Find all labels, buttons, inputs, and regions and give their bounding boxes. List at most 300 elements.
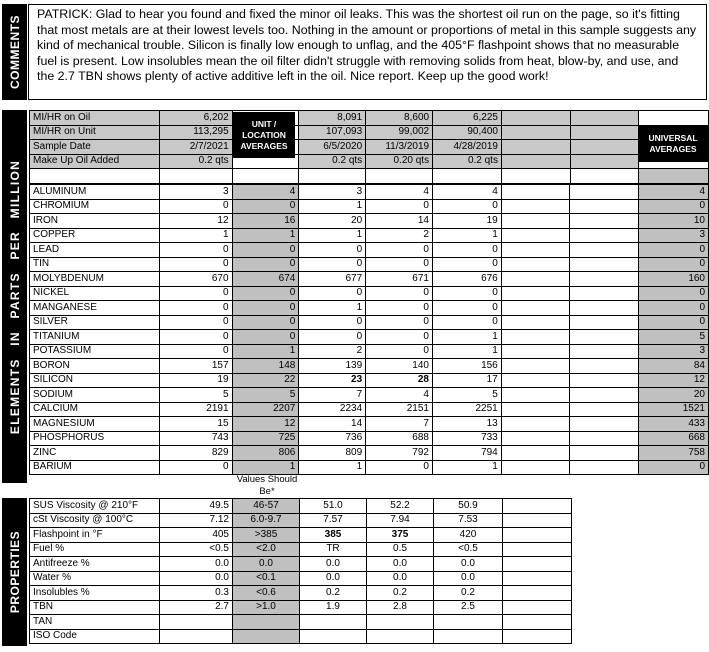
sample-5-value (503, 528, 572, 543)
property-name: Antifreeze % (30, 557, 160, 572)
sample-1-value: 0 (159, 286, 232, 301)
element-row (30, 417, 709, 432)
sample-1-value: 0.2 qts (159, 154, 232, 169)
property-name: cSt Viscosity @ 100°C (30, 513, 160, 528)
universal-avg-value: 0 (639, 257, 709, 272)
property-name: Fuel % (30, 542, 160, 557)
properties-tab (2, 498, 27, 646)
sample-5-value (503, 571, 572, 586)
sample-3-value: 2.8 (367, 600, 434, 615)
sample-6-value (570, 154, 639, 169)
property-name: Water % (30, 571, 160, 586)
sample-5-value (503, 586, 572, 601)
sample-6-value (570, 301, 639, 316)
sample-5-value (501, 359, 570, 374)
sample-6-value (570, 388, 639, 403)
sample-5-value (501, 446, 570, 461)
unit-avg-value: 5 (232, 388, 299, 403)
sample-3-value: 0.0 (367, 557, 434, 572)
universal-avg-cell (639, 111, 709, 126)
universal-avg-value: 4 (639, 185, 709, 200)
sample-1-value: 113,295 (159, 125, 232, 140)
should-be-value: <0.1 (233, 571, 300, 586)
element-name: NICKEL (30, 286, 160, 301)
sample-6-value (570, 243, 639, 258)
sample-3-value: 0 (366, 243, 433, 258)
unit-avg-value: 16 (232, 214, 299, 229)
sample-3-value: 0 (366, 315, 433, 330)
spacer-cell (639, 169, 709, 184)
sample-2-value: 0.0 (300, 557, 367, 572)
sample-3-value: 0.0 (367, 571, 434, 586)
sample-1-value: 1 (159, 228, 232, 243)
sample-3-value: 2151 (366, 402, 433, 417)
sample-5-value (501, 330, 570, 345)
sample-4-value: 4 (432, 185, 501, 200)
sample-3-value: 2 (366, 228, 433, 243)
element-row (30, 431, 709, 446)
sample-4-value: 1 (432, 344, 501, 359)
sample-4-value: 90,400 (433, 125, 502, 140)
sample-2-value: 7.57 (300, 513, 367, 528)
sample-2-value: 1.9 (300, 600, 367, 615)
sample-3-value: 28 (366, 373, 433, 388)
sample-2-value: 23 (299, 373, 366, 388)
sample-2-value: 0 (299, 286, 366, 301)
properties-table (29, 498, 572, 644)
element-row (30, 402, 709, 417)
sample-2-value: 385 (300, 528, 367, 543)
sample-3-value: 688 (366, 431, 433, 446)
sample-6-value (570, 431, 639, 446)
sample-5-value (501, 154, 570, 169)
sample-3-value: 140 (366, 359, 433, 374)
universal-avg-value: 758 (639, 446, 709, 461)
element-name: CHROMIUM (30, 199, 160, 214)
sample-1-value: 0 (159, 330, 232, 345)
element-name: SILVER (30, 315, 160, 330)
sample-4-value: 13 (432, 417, 501, 432)
unit-avg-value: 0 (232, 315, 299, 330)
sample-1-value: 15 (159, 417, 232, 432)
elements-tab-label: ELEMENTS IN PARTS PER MILLION (7, 159, 22, 434)
sample-header-table (29, 110, 709, 184)
element-name: MAGNESIUM (30, 417, 160, 432)
sample-4-value: 0 (432, 257, 501, 272)
sample-4-value: 19 (432, 214, 501, 229)
unit-avg-value: 148 (232, 359, 299, 374)
sample-5-value (503, 629, 572, 644)
sample-1-value: 19 (159, 373, 232, 388)
should-be-value: >385 (233, 528, 300, 543)
universal-avg-value: 12 (639, 373, 709, 388)
sample-3-value: 0.2 (367, 586, 434, 601)
sample-3-value: 0 (366, 344, 433, 359)
spacer-cell (366, 169, 433, 184)
element-row (30, 185, 709, 200)
spacer-cell (30, 169, 160, 184)
sample-4-value: 733 (432, 431, 501, 446)
element-row (30, 359, 709, 374)
element-name: TITANIUM (30, 330, 160, 345)
sample-3-value: 0 (366, 286, 433, 301)
sample-4-value: 420 (434, 528, 503, 543)
sample-4-value: 5 (432, 388, 501, 403)
sample-5-value (501, 111, 570, 126)
sample-6-value (570, 359, 639, 374)
element-row (30, 257, 709, 272)
sample-1-value: 2/7/2021 (159, 140, 232, 155)
sample-4-value: 0.0 (434, 571, 503, 586)
sample-1-value: 0.3 (160, 586, 233, 601)
sample-2-value: 0 (299, 243, 366, 258)
element-name: BARIUM (30, 460, 160, 475)
header-row (30, 154, 709, 169)
property-row (30, 528, 572, 543)
sample-4-value: 0 (432, 315, 501, 330)
sample-3-value: 0 (366, 257, 433, 272)
sample-1-value: 0 (159, 301, 232, 316)
sample-6-value (570, 446, 639, 461)
sample-4-value: 7.53 (434, 513, 503, 528)
property-name: Flashpoint in °F (30, 528, 160, 543)
sample-5-value (501, 272, 570, 287)
sample-4-value: 6,225 (433, 111, 502, 126)
sample-5-value (501, 199, 570, 214)
sample-3-value (367, 615, 434, 630)
element-name: TIN (30, 257, 160, 272)
unit-avg-value: 0 (232, 330, 299, 345)
sample-3-value: 0 (366, 330, 433, 345)
property-row (30, 542, 572, 557)
sample-5-value (501, 315, 570, 330)
should-be-value: <0.6 (233, 586, 300, 601)
sample-5-value (503, 557, 572, 572)
unit-avg-value: 12 (232, 417, 299, 432)
sample-2-value: 809 (299, 446, 366, 461)
sample-4-value: 0 (432, 243, 501, 258)
sample-6-value (570, 286, 639, 301)
sample-1-value: 3 (159, 185, 232, 200)
universal-avg-value: 84 (639, 359, 709, 374)
sample-6-value (570, 199, 639, 214)
header-row (30, 140, 709, 155)
sample-2-value: 2 (299, 344, 366, 359)
sample-6-value (570, 330, 639, 345)
sample-4-value: 0 (432, 286, 501, 301)
property-row (30, 615, 572, 630)
element-name: COPPER (30, 228, 160, 243)
unit-avg-value: 0 (232, 199, 299, 214)
element-name: CALCIUM (30, 402, 160, 417)
sample-2-value (300, 629, 367, 644)
sample-3-value: 375 (367, 528, 434, 543)
sample-1-value: 0 (159, 257, 232, 272)
property-row (30, 600, 572, 615)
sample-3-value: 8,600 (366, 111, 433, 126)
sample-5-value (501, 402, 570, 417)
sample-4-value: 794 (432, 446, 501, 461)
sample-2-value: 107,093 (299, 125, 366, 140)
should-be-value (233, 629, 300, 644)
unit-avg-value: 1 (232, 344, 299, 359)
element-row (30, 272, 709, 287)
should-be-value: 0.0 (233, 557, 300, 572)
element-name: SODIUM (30, 388, 160, 403)
sample-1-value: 0 (159, 315, 232, 330)
element-name: LEAD (30, 243, 160, 258)
sample-5-value (503, 499, 572, 514)
sample-3-value: 4 (366, 388, 433, 403)
sample-4-value: 0 (432, 199, 501, 214)
header-row (30, 111, 709, 126)
universal-avg-value: 0 (639, 315, 709, 330)
property-name: TBN (30, 600, 160, 615)
unit-avg-value: 725 (232, 431, 299, 446)
universal-avg-value: 5 (639, 330, 709, 345)
unit-avg-value: 0 (232, 301, 299, 316)
element-row (30, 330, 709, 345)
spacer-cell (299, 169, 366, 184)
sample-3-value: 14 (366, 214, 433, 229)
unit-avg-value: 806 (232, 446, 299, 461)
property-row (30, 629, 572, 644)
element-name: MOLYBDENUM (30, 272, 160, 287)
universal-avg-value: 10 (639, 214, 709, 229)
sample-1-value: 670 (159, 272, 232, 287)
property-row (30, 586, 572, 601)
universal-avg-value: 3 (639, 344, 709, 359)
property-row (30, 513, 572, 528)
sample-4-value: 4/28/2019 (433, 140, 502, 155)
should-be-value: <2.0 (233, 542, 300, 557)
unit-avg-value: 2207 (232, 402, 299, 417)
unit-avg-value: 0 (232, 243, 299, 258)
should-be-value: >1.0 (233, 600, 300, 615)
sample-2-value: 7 (299, 388, 366, 403)
sample-5-value (501, 344, 570, 359)
values-should-be-label: Values Should Be* (236, 474, 298, 497)
universal-avg-value: 668 (639, 431, 709, 446)
sample-1-value (160, 615, 233, 630)
property-name: SUS Viscosity @ 210°F (30, 499, 160, 514)
element-row (30, 344, 709, 359)
sample-1-value: 7.12 (160, 513, 233, 528)
universal-avg-value: 0 (639, 199, 709, 214)
sample-6-value (570, 417, 639, 432)
element-name: ZINC (30, 446, 160, 461)
universal-avg-value: 0 (639, 243, 709, 258)
universal-avg-value: 20 (639, 388, 709, 403)
comments-tab (2, 4, 27, 100)
element-row (30, 460, 709, 475)
unit-avg-value: 0 (232, 257, 299, 272)
sample-6-value (570, 185, 639, 200)
sample-1-value: 2.7 (160, 600, 233, 615)
sample-2-value: 2234 (299, 402, 366, 417)
sample-6-value (570, 460, 639, 475)
sample-5-value (501, 228, 570, 243)
sample-6-value (570, 111, 639, 126)
sample-5-value (501, 214, 570, 229)
sample-3-value: 0 (366, 301, 433, 316)
spacer-cell (232, 169, 299, 184)
sample-2-value: 1 (299, 228, 366, 243)
element-name: IRON (30, 214, 160, 229)
sample-3-value: 0.20 qts (366, 154, 433, 169)
property-name: Insolubles % (30, 586, 160, 601)
unit-avg-value: 674 (232, 272, 299, 287)
sample-2-value: 0.2 (300, 586, 367, 601)
unit-avg-value: 0 (232, 286, 299, 301)
sample-4-value: 0.0 (434, 557, 503, 572)
sample-1-value: 2191 (159, 402, 232, 417)
universal-avg-value: 3 (639, 228, 709, 243)
sample-4-value: 50.9 (434, 499, 503, 514)
sample-2-value: 8,091 (299, 111, 366, 126)
sample-6-value (570, 257, 639, 272)
sample-4-value: 2.5 (434, 600, 503, 615)
header-row (30, 125, 709, 140)
sample-4-value (434, 615, 503, 630)
element-row (30, 243, 709, 258)
sample-6-value (570, 315, 639, 330)
header-label: MI/HR on Unit (30, 125, 160, 140)
sample-5-value (501, 125, 570, 140)
element-name: BORON (30, 359, 160, 374)
sample-3-value: 792 (366, 446, 433, 461)
sample-3-value: 0 (366, 460, 433, 475)
sample-6-value (570, 125, 639, 140)
sample-5-value (501, 431, 570, 446)
sample-4-value: 17 (432, 373, 501, 388)
sample-2-value: 51.0 (300, 499, 367, 514)
element-row (30, 228, 709, 243)
sample-3-value: 99,002 (366, 125, 433, 140)
universal-avg-value: 0 (639, 460, 709, 475)
sample-1-value: 0 (159, 460, 232, 475)
sample-5-value (503, 600, 572, 615)
spacer-cell (570, 169, 639, 184)
universal-avg-value: 0 (639, 301, 709, 316)
sample-2-value: TR (300, 542, 367, 557)
sample-2-value (300, 615, 367, 630)
sample-1-value: 0 (159, 344, 232, 359)
sample-1-value: 6,202 (159, 111, 232, 126)
sample-3-value (367, 629, 434, 644)
sample-1-value: 0 (159, 199, 232, 214)
should-be-value: 6.0-9.7 (233, 513, 300, 528)
sample-1-value: 0.0 (160, 571, 233, 586)
unit-avg-value: 22 (232, 373, 299, 388)
property-row (30, 499, 572, 514)
sample-4-value: 0.2 qts (433, 154, 502, 169)
sample-4-value: 0.2 (434, 586, 503, 601)
sample-3-value: 671 (366, 272, 433, 287)
sample-3-value: 11/3/2019 (366, 140, 433, 155)
sample-2-value: 20 (299, 214, 366, 229)
universal-averages-header: UNIVERSAL AVERAGES (638, 126, 708, 162)
sample-2-value: 139 (299, 359, 366, 374)
should-be-value: 46-57 (233, 499, 300, 514)
header-label: MI/HR on Oil (30, 111, 160, 126)
sample-6-value (570, 402, 639, 417)
property-name: TAN (30, 615, 160, 630)
sample-1-value: 49.5 (160, 499, 233, 514)
element-row (30, 315, 709, 330)
sample-1-value: 5 (159, 388, 232, 403)
comments-tab-label: COMMENTS (7, 15, 22, 89)
sample-2-value: 3 (299, 185, 366, 200)
sample-1-value: 743 (159, 431, 232, 446)
spacer-cell (433, 169, 502, 184)
element-name: POTASSIUM (30, 344, 160, 359)
sample-1-value: <0.5 (160, 542, 233, 557)
sample-3-value: 0.5 (367, 542, 434, 557)
sample-5-value (503, 542, 572, 557)
sample-6-value (570, 214, 639, 229)
sample-2-value: 0.2 qts (299, 154, 366, 169)
sample-3-value: 52.2 (367, 499, 434, 514)
sample-3-value: 0 (366, 199, 433, 214)
element-row (30, 373, 709, 388)
unit-avg-value: 4 (232, 185, 299, 200)
sample-2-value: 736 (299, 431, 366, 446)
sample-4-value: 0 (432, 301, 501, 316)
elements-table (29, 184, 709, 475)
universal-avg-value: 433 (639, 417, 709, 432)
element-row (30, 388, 709, 403)
element-row (30, 286, 709, 301)
sample-5-value (501, 286, 570, 301)
sample-6-value (570, 272, 639, 287)
sample-3-value: 7 (366, 417, 433, 432)
header-label: Make Up Oil Added (30, 154, 160, 169)
sample-2-value: 1 (299, 301, 366, 316)
element-name: PHOSPHORUS (30, 431, 160, 446)
sample-1-value: 405 (160, 528, 233, 543)
sample-2-value: 0 (299, 315, 366, 330)
universal-avg-value: 1521 (639, 402, 709, 417)
sample-5-value (501, 257, 570, 272)
properties-tab-label: PROPERTIES (7, 530, 22, 614)
sample-1-value: 157 (159, 359, 232, 374)
sample-2-value: 1 (299, 460, 366, 475)
sample-5-value (501, 243, 570, 258)
spacer-cell (501, 169, 570, 184)
element-row (30, 199, 709, 214)
sample-1-value: 0 (159, 243, 232, 258)
sample-4-value: 1 (432, 330, 501, 345)
spacer-cell (159, 169, 232, 184)
sample-5-value (503, 615, 572, 630)
sample-1-value: 12 (159, 214, 232, 229)
sample-2-value: 677 (299, 272, 366, 287)
element-name: MANGANESE (30, 301, 160, 316)
sample-3-value: 7.94 (367, 513, 434, 528)
sample-5-value (501, 388, 570, 403)
sample-2-value: 1 (299, 199, 366, 214)
sample-2-value: 0 (299, 257, 366, 272)
sample-1-value: 0.0 (160, 557, 233, 572)
comments-box (28, 4, 707, 100)
universal-avg-value: 160 (639, 272, 709, 287)
sample-5-value (501, 460, 570, 475)
universal-avg-value: 0 (639, 286, 709, 301)
sample-1-value: 829 (159, 446, 232, 461)
sample-6-value (570, 373, 639, 388)
sample-4-value (434, 629, 503, 644)
